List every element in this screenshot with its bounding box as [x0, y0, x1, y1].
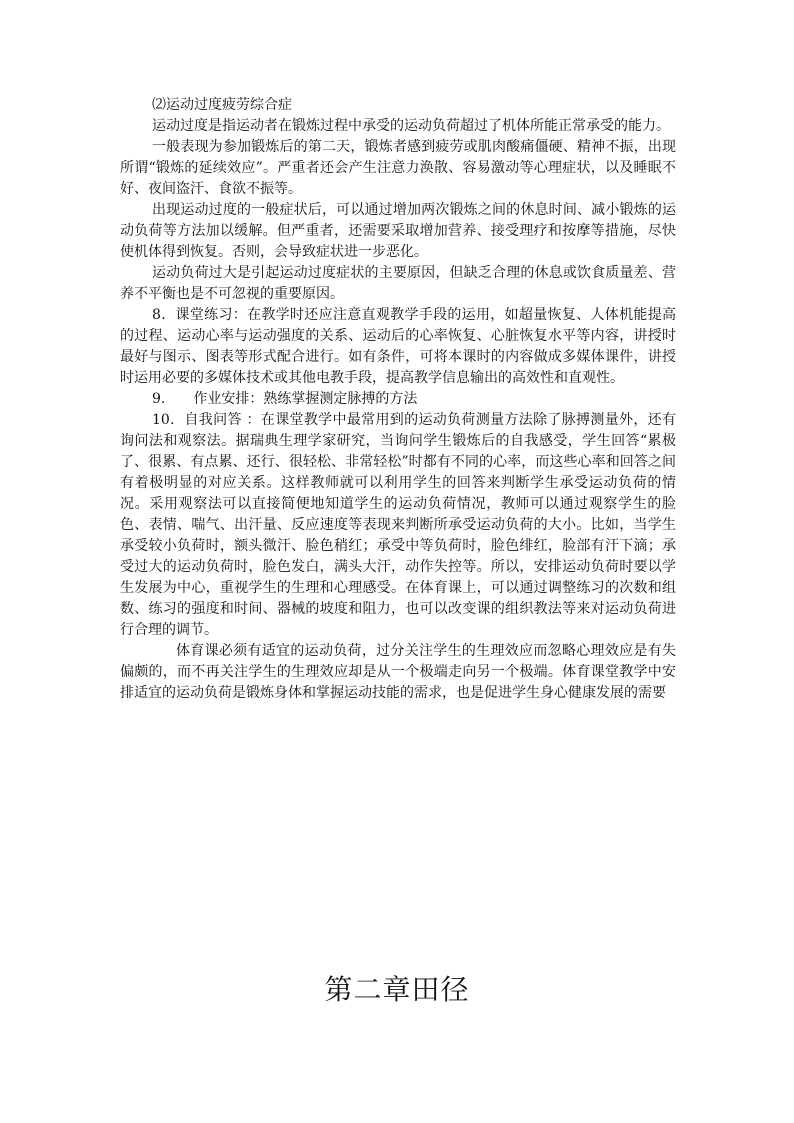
paragraph-homework: 9. 作业安排：熟练掌握测定脉搏的方法 — [152, 391, 418, 407]
paragraph-classroom-practice: 8．课堂练习：在教学时还应注意直观教学手段的运用，如超量恢复、人体机能提高的过程、运动心率与运动强度的关系、运动后的心率恢复、心脏恢复水平等内容，讲授时最好与图示、图表等形式配合进行。如有条件，可将本课时的内容做成多媒体课件，讲授时运用必要的多媒体技术或其他电教手段，提高教学信息输出的高效性和直观性。 — [120, 307, 676, 386]
document-body — [120, 95, 676, 704]
paragraph-conclusion: 体育课必须有适宜的运动负荷，过分关注学生的生理效应而忽略心理效应是有失偏颇的，而不再关注学生的生理效应却是从一个极端走向另一个极端。体育课堂教学中安排适宜的运动负荷是锻炼身体和掌握运动技能的需求，也是促进学生身心健康发展的需要 — [120, 643, 676, 701]
section-heading: ⑵运动过度疲劳综合症 — [152, 97, 292, 113]
paragraph-general-symptoms: 一般表现为参加锻炼后的第二天，锻炼者感到疲劳或肌肉酸痛僵硬、精神不振，出现所谓“锻炼的延续效应”。严重者还会产生注意力涣散、容易激动等心理症状，以及睡眠不好、夜间盗汗、食欲不振等。 — [120, 139, 676, 197]
chapter-title: 第二章田径 — [324, 973, 470, 1006]
paragraph-self-qa: 10．自我问答 ：在课堂教学中最常用到的运动负荷测量方法除了脉搏测量外，还有询问法和观察法。据瑞典生理学家研究，当询问学生锻炼后的自我感受，学生回答“累极了、很累、有点累、还行、很轻松、非常轻松”时都有不同的心率，而这些心率和回答之间有着极明显的对应关系。这样教师就可以利用学生的回答来判断学生承受运动负荷的情况。采用观察法可以直接简便地知道学生的运动负荷情况，教师可以通过观察学生的脸色、表情、喘气、出汗量、反应速度等表现来判断所承受运动负荷的大小。比如，当学生承受较小负荷时，额头微汗、脸色稍红；承受中等负荷时，脸色绯红，脸部有汗下滴；承受过大的运动负荷时，脸色发白，满头大汗，动作失控等。所以，安排运动负荷时要以学生发展为中心，重视学生的生理和心理感受。在体育课上，可以通过调整练习的次数和组数、练习的强度和时间、器械的坡度和阻力，也可以改变课的组织教法等来对运动负荷进行合理的调节。 — [120, 412, 676, 638]
paragraph-relief-methods: 出现运动过度的一般症状后，可以通过增加两次锻炼之间的休息时间、减小锻炼的运动负荷等方法加以缓解。但严重者，还需要采取增加营养、接受理疗和按摩等措施，尽快使机体得到恢复。否则，会导致症状进一步恶化。 — [120, 202, 676, 260]
paragraph-overtraining-definition: 运动过度是指运动者在锻炼过程中承受的运动负荷超过了机体所能正常承受的能力。 — [152, 118, 670, 134]
paragraph-main-causes: 运动负荷过大是引起运动过度症状的主要原因，但缺乏合理的休息或饮食质量差、营养不平衡也是不可忽视的重要原因。 — [120, 265, 676, 302]
